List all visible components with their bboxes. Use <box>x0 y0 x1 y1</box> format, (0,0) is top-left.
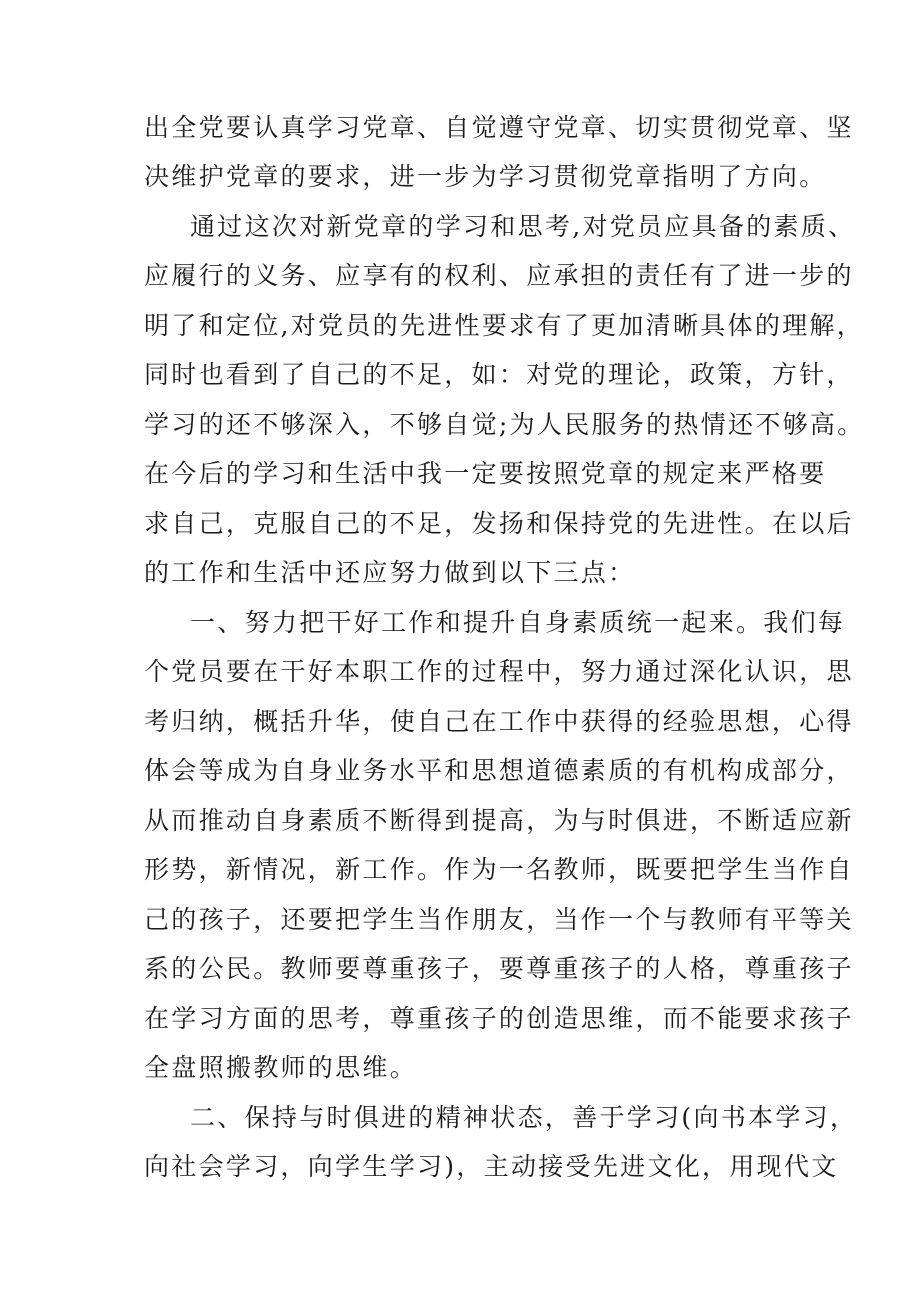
paragraph-start-line: 通过这次对新党章的学习和思考,对党员应具备的素质、 <box>190 212 856 241</box>
text-line: 在今后的学习和生活中我一定要按照党章的规定来严格要 <box>144 459 827 488</box>
paragraph-start-line: 一、努力把干好工作和提升自身素质统一起来。我们每 <box>190 608 846 637</box>
text-line: 应履行的义务、应享有的权利、应承担的责任有了进一步的 <box>144 261 854 290</box>
text-line: 从而推动自身素质不断得到提高，为与时俱进，不断适应新 <box>144 806 854 835</box>
text-line: 同时也看到了自己的不足，如：对党的理论，政策，方针， <box>144 360 854 389</box>
text-line: 求自己，克服自己的不足，发扬和保持党的先进性。在以后 <box>144 509 854 538</box>
paragraph-start-line: 二、保持与时俱进的精神状态，善于学习(向书本学习， <box>190 1103 858 1132</box>
text-line: 个党员要在干好本职工作的过程中，努力通过深化认识，思 <box>144 657 854 686</box>
text-line: 系的公民。教师要尊重孩子，要尊重孩子的人格，尊重孩子 <box>144 954 854 983</box>
text-line: 出全党要认真学习党章、自觉遵守党章、切实贯彻党章、坚 <box>144 113 854 142</box>
text-line: 明了和定位,对党员的先进性要求有了更加清晰具体的理解， <box>144 311 865 340</box>
text-line: 己的孩子，还要把学生当作朋友，当作一个与教师有平等关 <box>144 905 854 934</box>
text-line: 决维护党章的要求，进一步为学习贯彻党章指明了方向。 <box>144 162 827 191</box>
text-line: 的工作和生活中还应努力做到以下三点： <box>144 558 636 587</box>
text-line: 形势，新情况，新工作。作为一名教师，既要把学生当作自 <box>144 855 854 884</box>
text-line: 学习的还不够深入，不够自觉;为人民服务的热情还不够高。 <box>144 410 865 439</box>
text-line: 考归纳，概括升华，使自己在工作中获得的经验思想，心得 <box>144 707 854 736</box>
text-line: 向社会学习，向学生学习)，主动接受先进文化，用现代文 <box>144 1152 839 1181</box>
text-line: 在学习方面的思考，尊重孩子的创造思维，而不能要求孩子 <box>144 1004 854 1033</box>
text-line: 体会等成为自身业务水平和思想道德素质的有机构成部分， <box>144 756 854 785</box>
text-line: 全盘照搬教师的思维。 <box>144 1053 418 1082</box>
